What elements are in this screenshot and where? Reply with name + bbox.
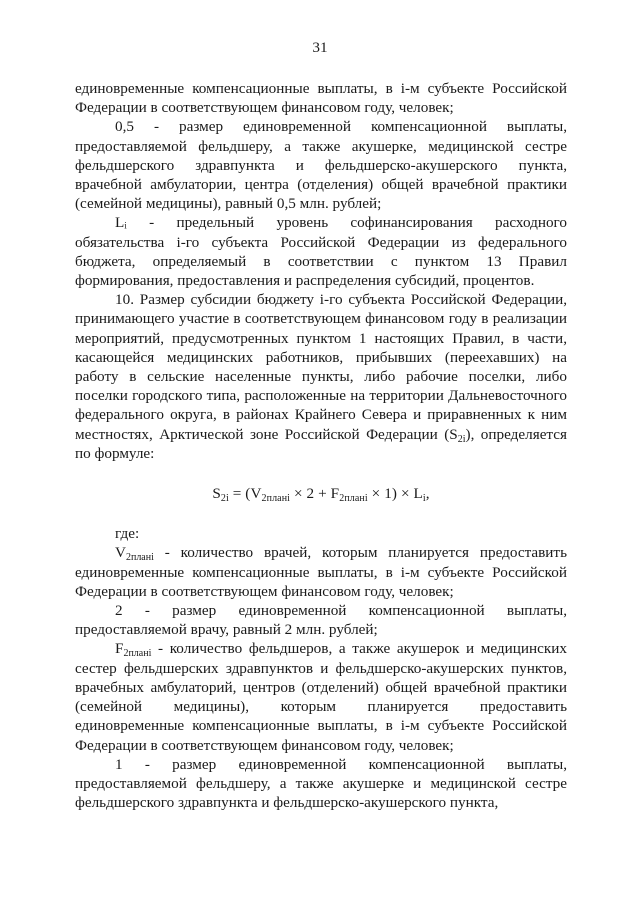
formula-s: S xyxy=(212,485,221,503)
formula-v-sub: 2плані xyxy=(261,493,291,505)
paragraph-4-after: ), определяется по формуле: xyxy=(75,425,567,462)
paragraph-8-text: 1 - размер единовременной компенсационной выплаты, предоставляемой фельдшеру, а также акушерке и медицинской сестре фельдшерского здравпункта и фельдшерско-акушерского пункта, xyxy=(75,755,567,812)
paragraph-7 xyxy=(75,639,567,754)
formula-eq-open: = (V xyxy=(228,485,262,503)
paragraph-8 xyxy=(75,755,567,813)
formula-end: × 1) × L xyxy=(367,485,423,503)
formula-f-sub: 2плані xyxy=(339,493,368,505)
formula-l-sub: i xyxy=(422,493,426,505)
paragraph-1: единовременные компенсационные выплаты, в i-м субъекте Российской Федерации в соответствующем финансовом году, человек; xyxy=(75,80,567,117)
paragraph-5 xyxy=(75,543,567,601)
paragraph-4-text: 10. Размер субсидии бюджету i-го субъекта Российской Федерации, принимающего участие в соответствующем финансовом году в реализации мероприятий, предусмотренных пунктом 1 настоящих Правил, в части, касающейся медицинских работников, прибывших (переехавших) на работу в сельские населенные пункты, либо рабочие поселки, либо поселки городского типа, расположенные на территории Дальневосточного федерального округа, в районах Крайнего Севера и приравненных к ним местностях, Арктической зоне Российской Федерации (S xyxy=(75,291,567,443)
formula-mid: × 2 + F xyxy=(290,485,340,503)
paragraph-7-lead: F xyxy=(115,640,124,658)
paragraph-5-text: - количество врачей, которым планируется предоставить единовременные компенсационные выплаты, в i-м субъекте Российской Федерации в соответствующем финансовом году, человек; xyxy=(75,544,567,600)
where-label: где: xyxy=(115,525,140,543)
paragraph-6 xyxy=(75,601,567,639)
paragraph-2: 0,5 - размер единовременной компенсационной выплаты, предоставляемой фельдшеру, а также акушерке, медицинской сестре фельдшерского здравпункта и фельдшерско-акушерского пункта, врачебной амбулатории, центра (отделения) общей врачебной практики (семейной медицины), равный 0,5 млн. рублей; xyxy=(75,118,567,213)
paragraph-5-lead: V xyxy=(115,544,126,562)
formula-s-sub: 2i xyxy=(220,493,229,505)
paragraph-3: Lᵢ - предельный уровень софинансирования расходного обязательства i-го субъекта Российской Федерации из федерального бюджета, определяемый в соответствии с пунктом 13 Правил формирования, предоставления и распределения субсидий, процентов. xyxy=(75,214,567,290)
paragraph-6-text: 2 - размер единовременной компенсационной выплаты, предоставляемой врачу, равный 2 млн. рублей; xyxy=(75,602,567,639)
paragraph-7-text: - количество фельдшеров, а также акушерок и медицинских сестер фельдшерских здравпунктов и фельдшерско-акушерских пунктов, врачебных амбулаторий, центров (отделений) общей врачебной практики (семейной медицины), которым планируется предоставить единовременные компенсационные выплаты, в i-м субъекте Российской Федерации в соответствующем финансовом году, человек; xyxy=(75,640,567,754)
paragraph-4-sub: 2i xyxy=(457,433,466,445)
paragraph-7-lead-sub: 2плані xyxy=(123,648,152,660)
document-body xyxy=(75,79,567,812)
formula-comma: , xyxy=(425,485,430,503)
formula xyxy=(75,484,567,503)
page-number: 31 xyxy=(312,39,328,56)
paragraph-4 xyxy=(75,290,567,463)
paragraph-5-lead-sub: 2плані xyxy=(125,552,154,564)
